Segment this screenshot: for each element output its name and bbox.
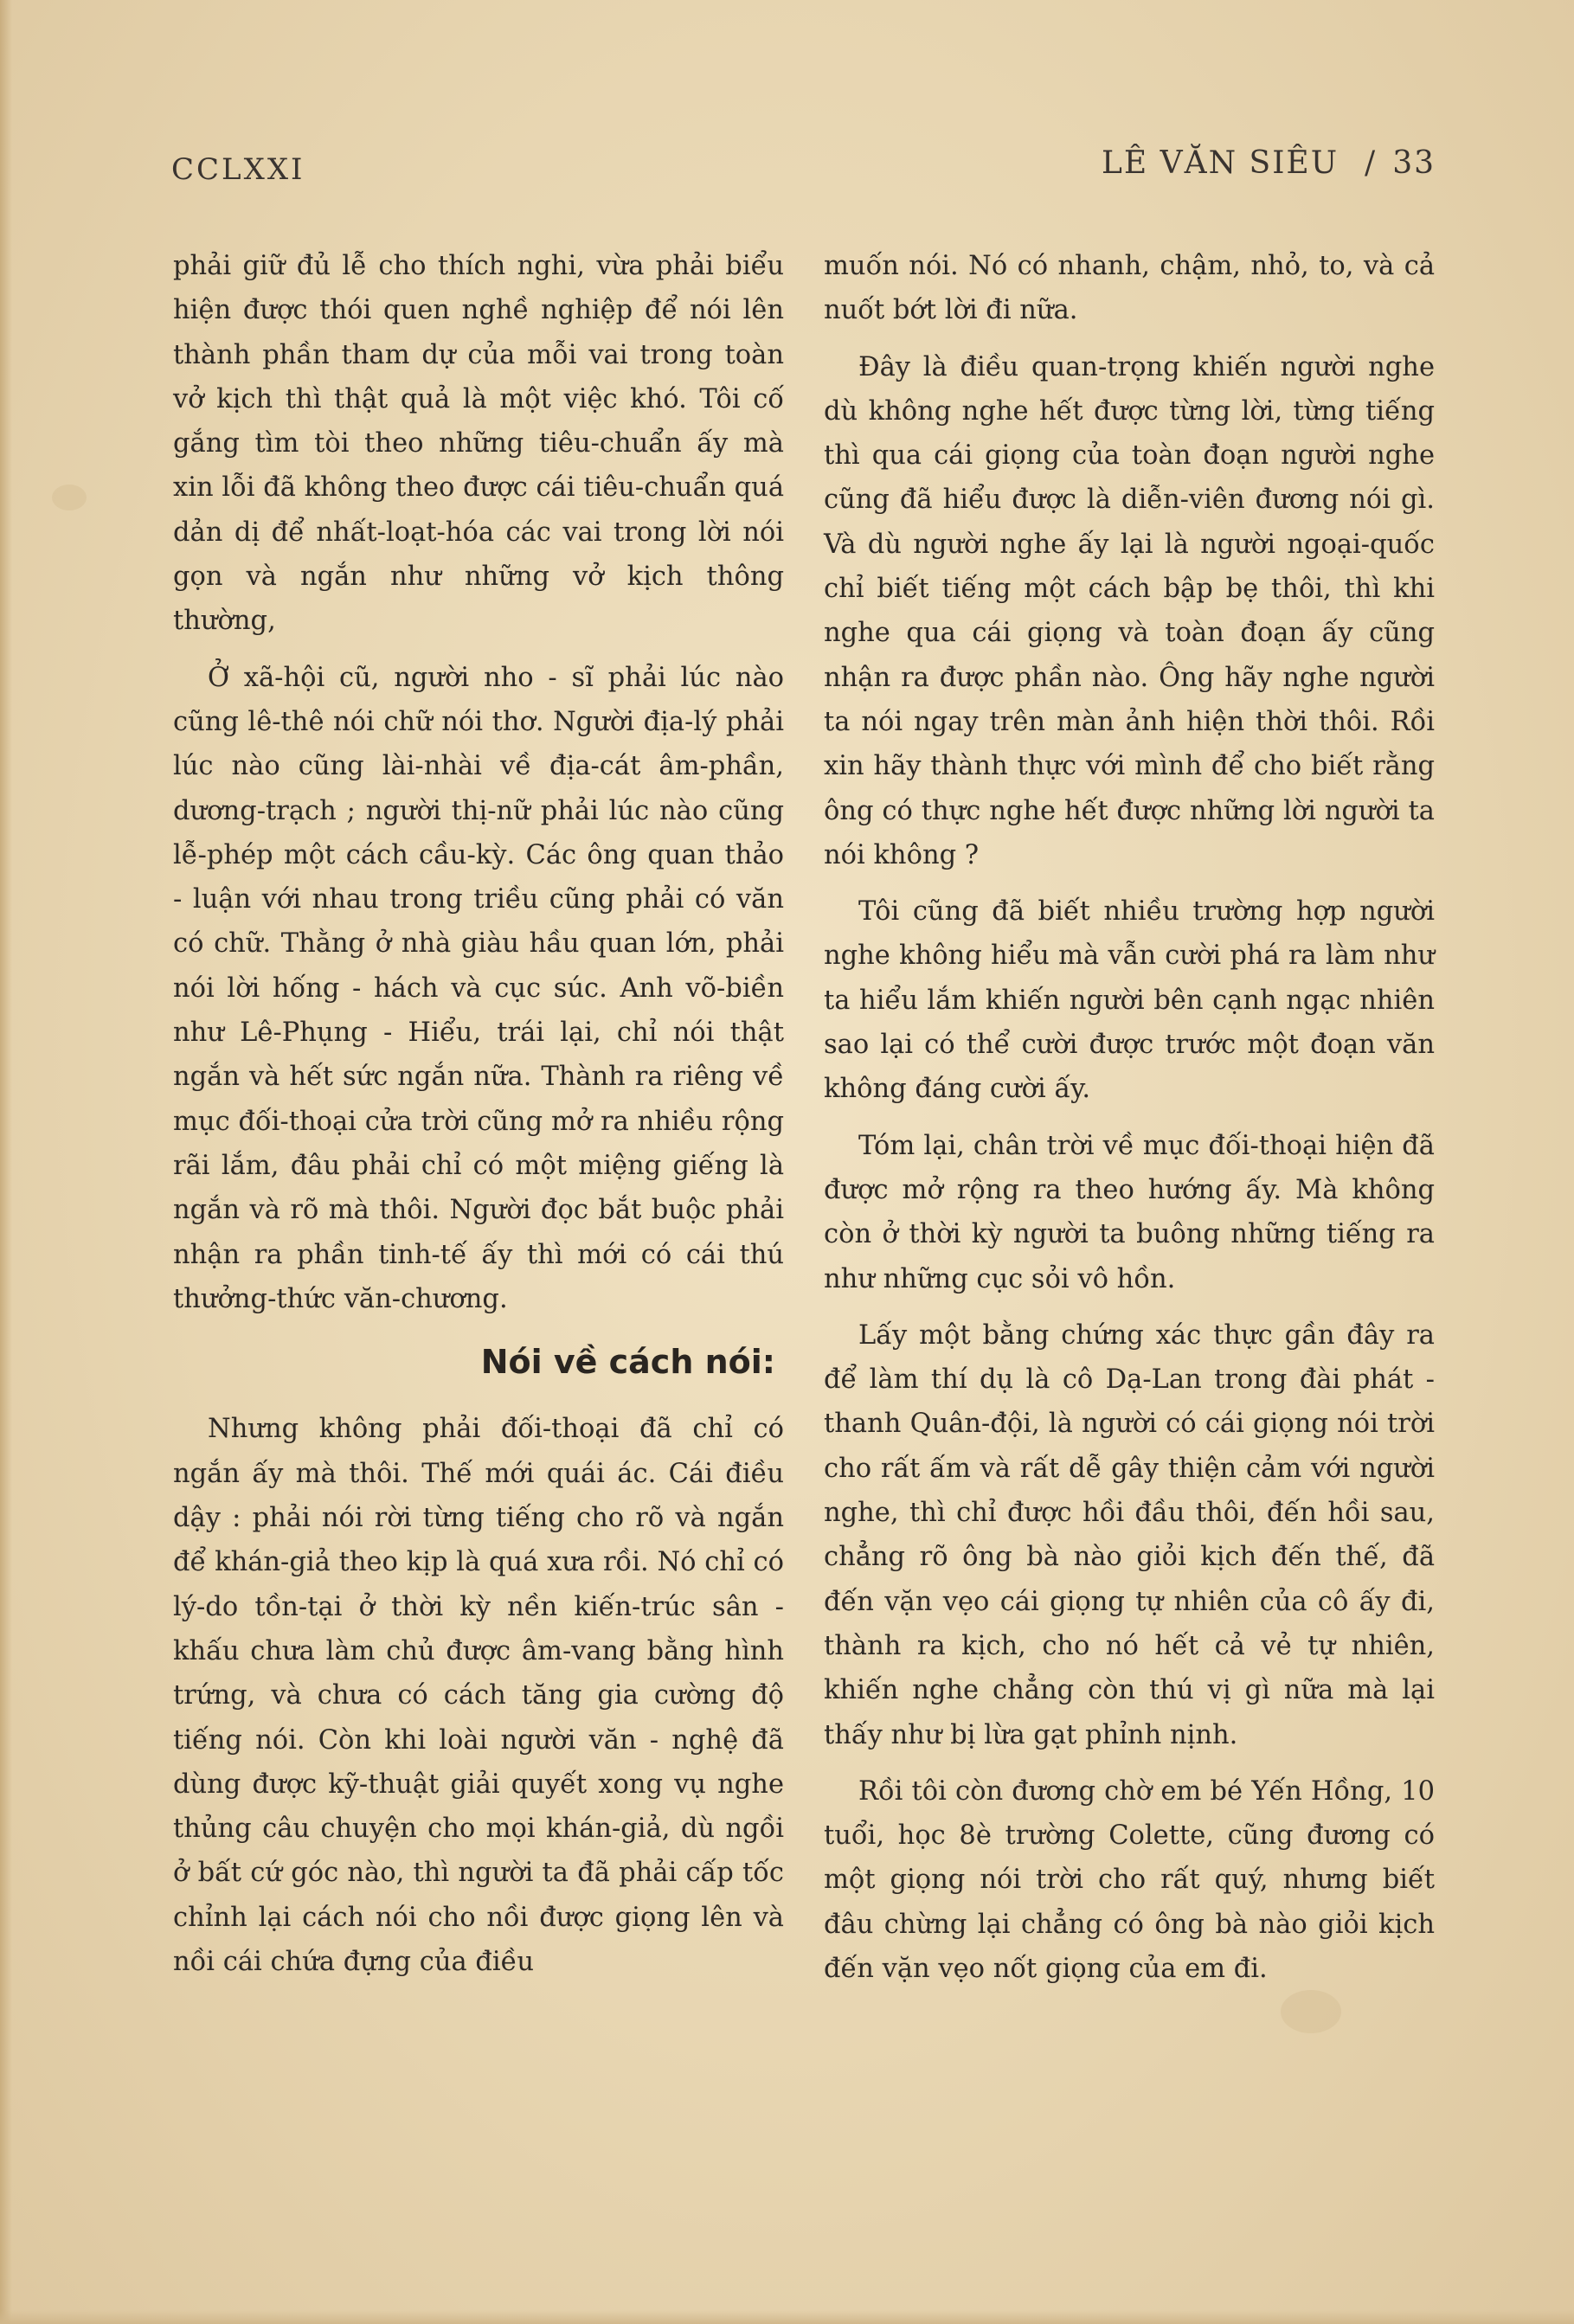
page-bottom-shadow (0, 2310, 1574, 2324)
paragraph: Đây là điều quan-trọng khiến người nghe dù không nghe hết được từng lời, từng tiếng thì qua cái giọng của toàn đoạn người nghe cũng đã hiểu được là diễn-viên đương nói gì. Và dù người nghe ấy lại là người ngoại-quốc chỉ biết tiếng một cách bập bẹ thôi, thì khi nghe qua cái giọng và toàn đoạn ấy cũng nhận ra được phần nào. Ông hãy nghe người ta nói ngay trên màn ảnh hiện thời thôi. Rồi xin hãy thành thực với mình để cho biết rằng ông có thực nghe hết được những lời người ta nói không ? (824, 351, 1435, 870)
author-name: LÊ VĂN SIÊU (1101, 145, 1340, 181)
running-header-right (1102, 145, 1436, 181)
paragraph: Tôi cũng đã biết nhiều trường hợp người nghe không hiểu mà vẫn cười phá ra làm như ta hiểu lắm khiến người bên cạnh ngạc nhiên sao lại có thể cười được trước một đoạn văn không đáng cười ấy. (824, 896, 1435, 1105)
page-edge-shadow (0, 0, 12, 2324)
running-header-left: CCLXXI (171, 152, 305, 187)
right-column (824, 244, 1435, 1991)
paragraph: Nhưng không phải đối-thoại đã chỉ có ngắn ấy mà thôi. Thế mới quái ác. Cái điều dậy : phải nói rời từng tiếng cho rõ và ngắn để khán-giả theo kịp là quá xưa rồi. Nó chỉ có lý-do tồn-tại ở thời kỳ nền kiến-trúc sân - khấu chưa làm chủ được âm-vang bằng hình trứng, và chưa có cách tăng gia cường độ tiếng nói. Còn khi loài người văn - nghệ đã dùng được kỹ-thuật giải quyết xong vụ nghe thủng câu chuyện cho mọi khán-giả, dù ngồi ở bất cứ góc nào, thì người ta đã phải cấp tốc chỉnh lại cách nói cho nồi được giọng lên và nồi cái chứa đựng của điều (173, 1414, 784, 1977)
paragraph: Rồi tôi còn đương chờ em bé Yến Hồng, 10 tuổi, học 8è trường Colette, cũng đương có một giọng nói trời cho rất quý, nhưng biết đâu chừng lại chẳng có ông bà nào giỏi kịch đến vặn vẹo nốt giọng của em đi. (824, 1775, 1435, 1984)
paragraph: phải giữ đủ lễ cho thích nghi, vừa phải biểu hiện được thói quen nghề nghiệp để nói lên thành phần tham dự của mỗi vai trong toàn vở kịch thì thật quả là một việc khó. Tôi cố gắng tìm tòi theo những tiêu-chuẩn ấy mà xin lỗi đã không theo được cái tiêu-chuẩn quá dản dị để nhất-loạt-hóa các vai trong lời nói gọn và ngắn như những vở kịch thông thường, (173, 251, 784, 637)
paragraph: muốn nói. Nó có nhanh, chậm, nhỏ, to, và cả nuốt bớt lời đi nữa. (824, 251, 1435, 326)
paragraph: Lấy một bằng chứng xác thực gần đây ra để làm thí dụ là cô Dạ-Lan trong đài phát - thanh Quân-đội, là người có cái giọng nói trời cho rất ấm và rất dễ gây thiện cảm với người nghe, thì chỉ được hồi đầu thôi, đến hồi sau, chẳng rõ ông bà nào giỏi kịch đến thế, đã đến vặn vẹo cái giọng tự nhiên của cô ấy đi, thành ra kịch, cho nó hết cả vẻ tự nhiên, khiến nghe chẳng còn thú vị gì nữa mà lại thấy như bị lừa gạt phỉnh nịnh. (824, 1319, 1435, 1750)
paper-stain (1281, 1990, 1341, 2033)
left-column (173, 244, 784, 1984)
page-number: 33 (1392, 145, 1436, 181)
paragraph: Tóm lại, chân trời về mục đối-thoại hiện đã được mở rộng ra theo hướng ấy. Mà không còn ở thời kỳ người ta buông những tiếng ra như những cục sỏi vô hồn. (824, 1130, 1435, 1294)
section-heading: Nói về cách nói: (480, 1343, 775, 1382)
paragraph: Ở xã-hội cũ, người nho - sĩ phải lúc nào cũng lê-thê nói chữ nói thơ. Người địa-lý phải lúc nào cũng lài-nhài về địa-cát âm-phần, dương-trạch ; người thị-nữ phải lúc nào cũng lễ-phép một cách cầu-kỳ. Các ông quan thảo - luận với nhau trong triều cũng phải có văn có chữ. Thằng ở nhà giàu hầu quan lớn, phải nói lời hống - hách và cục súc. Anh võ-biền như Lê-Phụng - Hiểu, trái lại, chỉ nói thật ngắn và hết sức ngắn nữa. Thành ra riêng về mục đối-thoại cửa trời cũng mở ra nhiều rộng rãi lắm, đâu phải chỉ có một miệng giếng là ngắn và rõ mà thôi. Người đọc bắt buộc phải nhận ra phần tinh-tế ấy thì mới có cái thú thưởng-thức văn-chương. (173, 662, 784, 1314)
header-separator: / (1365, 145, 1378, 181)
paper-stain (52, 485, 87, 510)
